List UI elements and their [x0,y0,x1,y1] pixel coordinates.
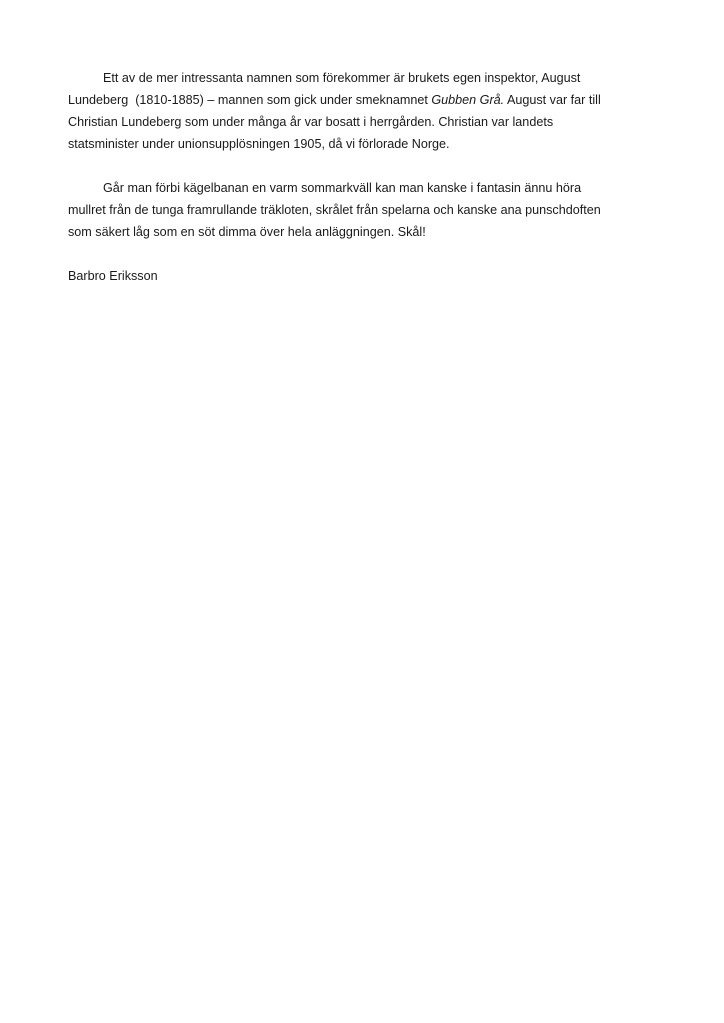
document-body [68,67,658,287]
paragraph-inspector [68,67,658,155]
author-signature: Barbro Eriksson [68,269,158,283]
paragraph-line [68,89,658,111]
text-run: August var far till [504,93,601,107]
paragraph-line: Christian Lundeberg som under många år var bosatt i herrgården. Christian var landets [68,115,554,129]
paragraph-line: mullret från de tunga framrullande träkloten, skrålet från spelarna och kanske ana punschdoften [68,203,601,217]
paragraph-bowling-alley [68,177,658,243]
paragraph-line: statsminister under unionsupplösningen 1905, då vi förlorade Norge. [68,137,450,151]
nickname-italic: Gubben Grå. [431,93,505,107]
paragraph-line: som säkert låg som en söt dimma över hela anläggningen. Skål! [68,225,426,239]
text-run: Lundeberg (1810-1885) – mannen som gick under smeknamnet [68,93,432,107]
paragraph-line: Ett av de mer intressanta namnen som förekommer är brukets egen inspektor, August [103,71,581,85]
paragraph-line: Går man förbi kägelbanan en varm sommarkväll kan man kanske i fantasin ännu höra [103,181,582,195]
